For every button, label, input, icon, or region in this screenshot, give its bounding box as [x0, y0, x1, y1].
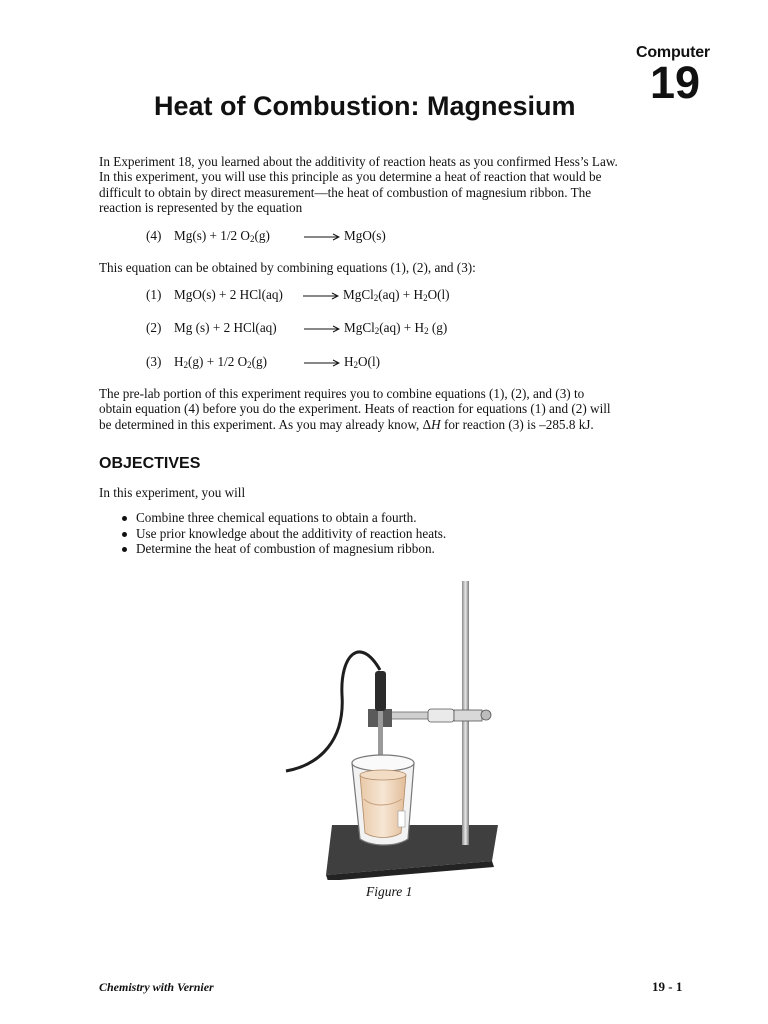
- chapter-number: 19: [650, 57, 701, 108]
- reaction-arrow-icon: [304, 232, 340, 242]
- intro-line: difficult to obtain by direct measurement—the heat of combustion of magnesium ribbon. The: [99, 184, 592, 200]
- page-title: Heat of Combustion: Magnesium: [154, 91, 576, 121]
- reaction-arrow-icon: [304, 358, 340, 368]
- equation-number: (2): [146, 320, 162, 335]
- equation-products: MgCl$_2$(aq) + $H_2$ (g): [344, 320, 448, 336]
- objectives-intro: In this experiment, you will: [99, 485, 246, 500]
- footer-book-title: Chemistry with Vernier: [99, 980, 214, 994]
- intro-paragraph: [99, 154, 699, 216]
- equation-number: (4): [146, 228, 162, 243]
- equation-reactants: Mg(s) + 1/2 $O_2(g)$: [174, 228, 270, 244]
- equation-3: [0, 354, 768, 370]
- prelab-line: obtain equation (4) before you do the experiment. Heats of reaction for equations (1) and (2) will: [99, 401, 611, 417]
- intro-line: In Experiment 18, you learned about the additivity of reaction heats as you confirmed Hess’s Law.: [99, 154, 618, 169]
- reaction-arrow-icon: [303, 291, 339, 301]
- temperature-probe: [375, 671, 386, 711]
- prelab-line: be determined in this experiment. As you may already know, ΔH for reaction (3) is –285.8 kJ.: [99, 416, 594, 432]
- objectives-heading: OBJECTIVES: [99, 455, 201, 472]
- prelab-paragraph: [99, 386, 699, 432]
- equation-products: $H_2O(l)$: [344, 354, 381, 370]
- objectives-list: [120, 510, 446, 557]
- computer-label: Computer: [636, 44, 710, 61]
- prelab-line: The pre-lab portion of this experiment requires you to combine equations (1), (2), and (3) to: [99, 386, 585, 401]
- equation-4: [0, 228, 768, 244]
- intro-line: reaction is represented by the equation: [99, 200, 303, 216]
- equation-reactants: MgO(s) + 2 HCl(aq): [174, 287, 283, 302]
- equation-products: MgCl$_2$(aq) + $H_2O(l)$: [343, 287, 450, 303]
- equation-products: MgO(s): [344, 228, 386, 243]
- combine-sentence: This equation can be obtained by combining equations (1), (2), and (3):: [99, 260, 476, 275]
- equation-number: (1): [146, 287, 162, 302]
- footer-page-number: 19 - 1: [652, 979, 683, 994]
- list-item: Determine the heat of combustion of magnesium ribbon.: [120, 541, 446, 557]
- intro-line: In this experiment, you will use this principle as you determine a heat of reaction that would be: [99, 169, 602, 185]
- equation-1: [0, 287, 768, 303]
- equation-reactants: Mg (s) + 2 HCl(aq): [174, 320, 277, 335]
- calorimeter-ring-stand-illustration: [280, 575, 510, 880]
- equation-reactants: $H_2(g) + 1/2$ $O_2(g)$: [174, 354, 268, 370]
- list-item: Combine three chemical equations to obtain a fourth.: [120, 510, 446, 526]
- reaction-arrow-icon: [304, 324, 340, 334]
- list-item: Use prior knowledge about the additivity of reaction heats.: [120, 526, 446, 542]
- equation-number: (3): [146, 354, 162, 369]
- figure-caption: Figure 1: [366, 884, 413, 899]
- equation-2: [0, 320, 768, 336]
